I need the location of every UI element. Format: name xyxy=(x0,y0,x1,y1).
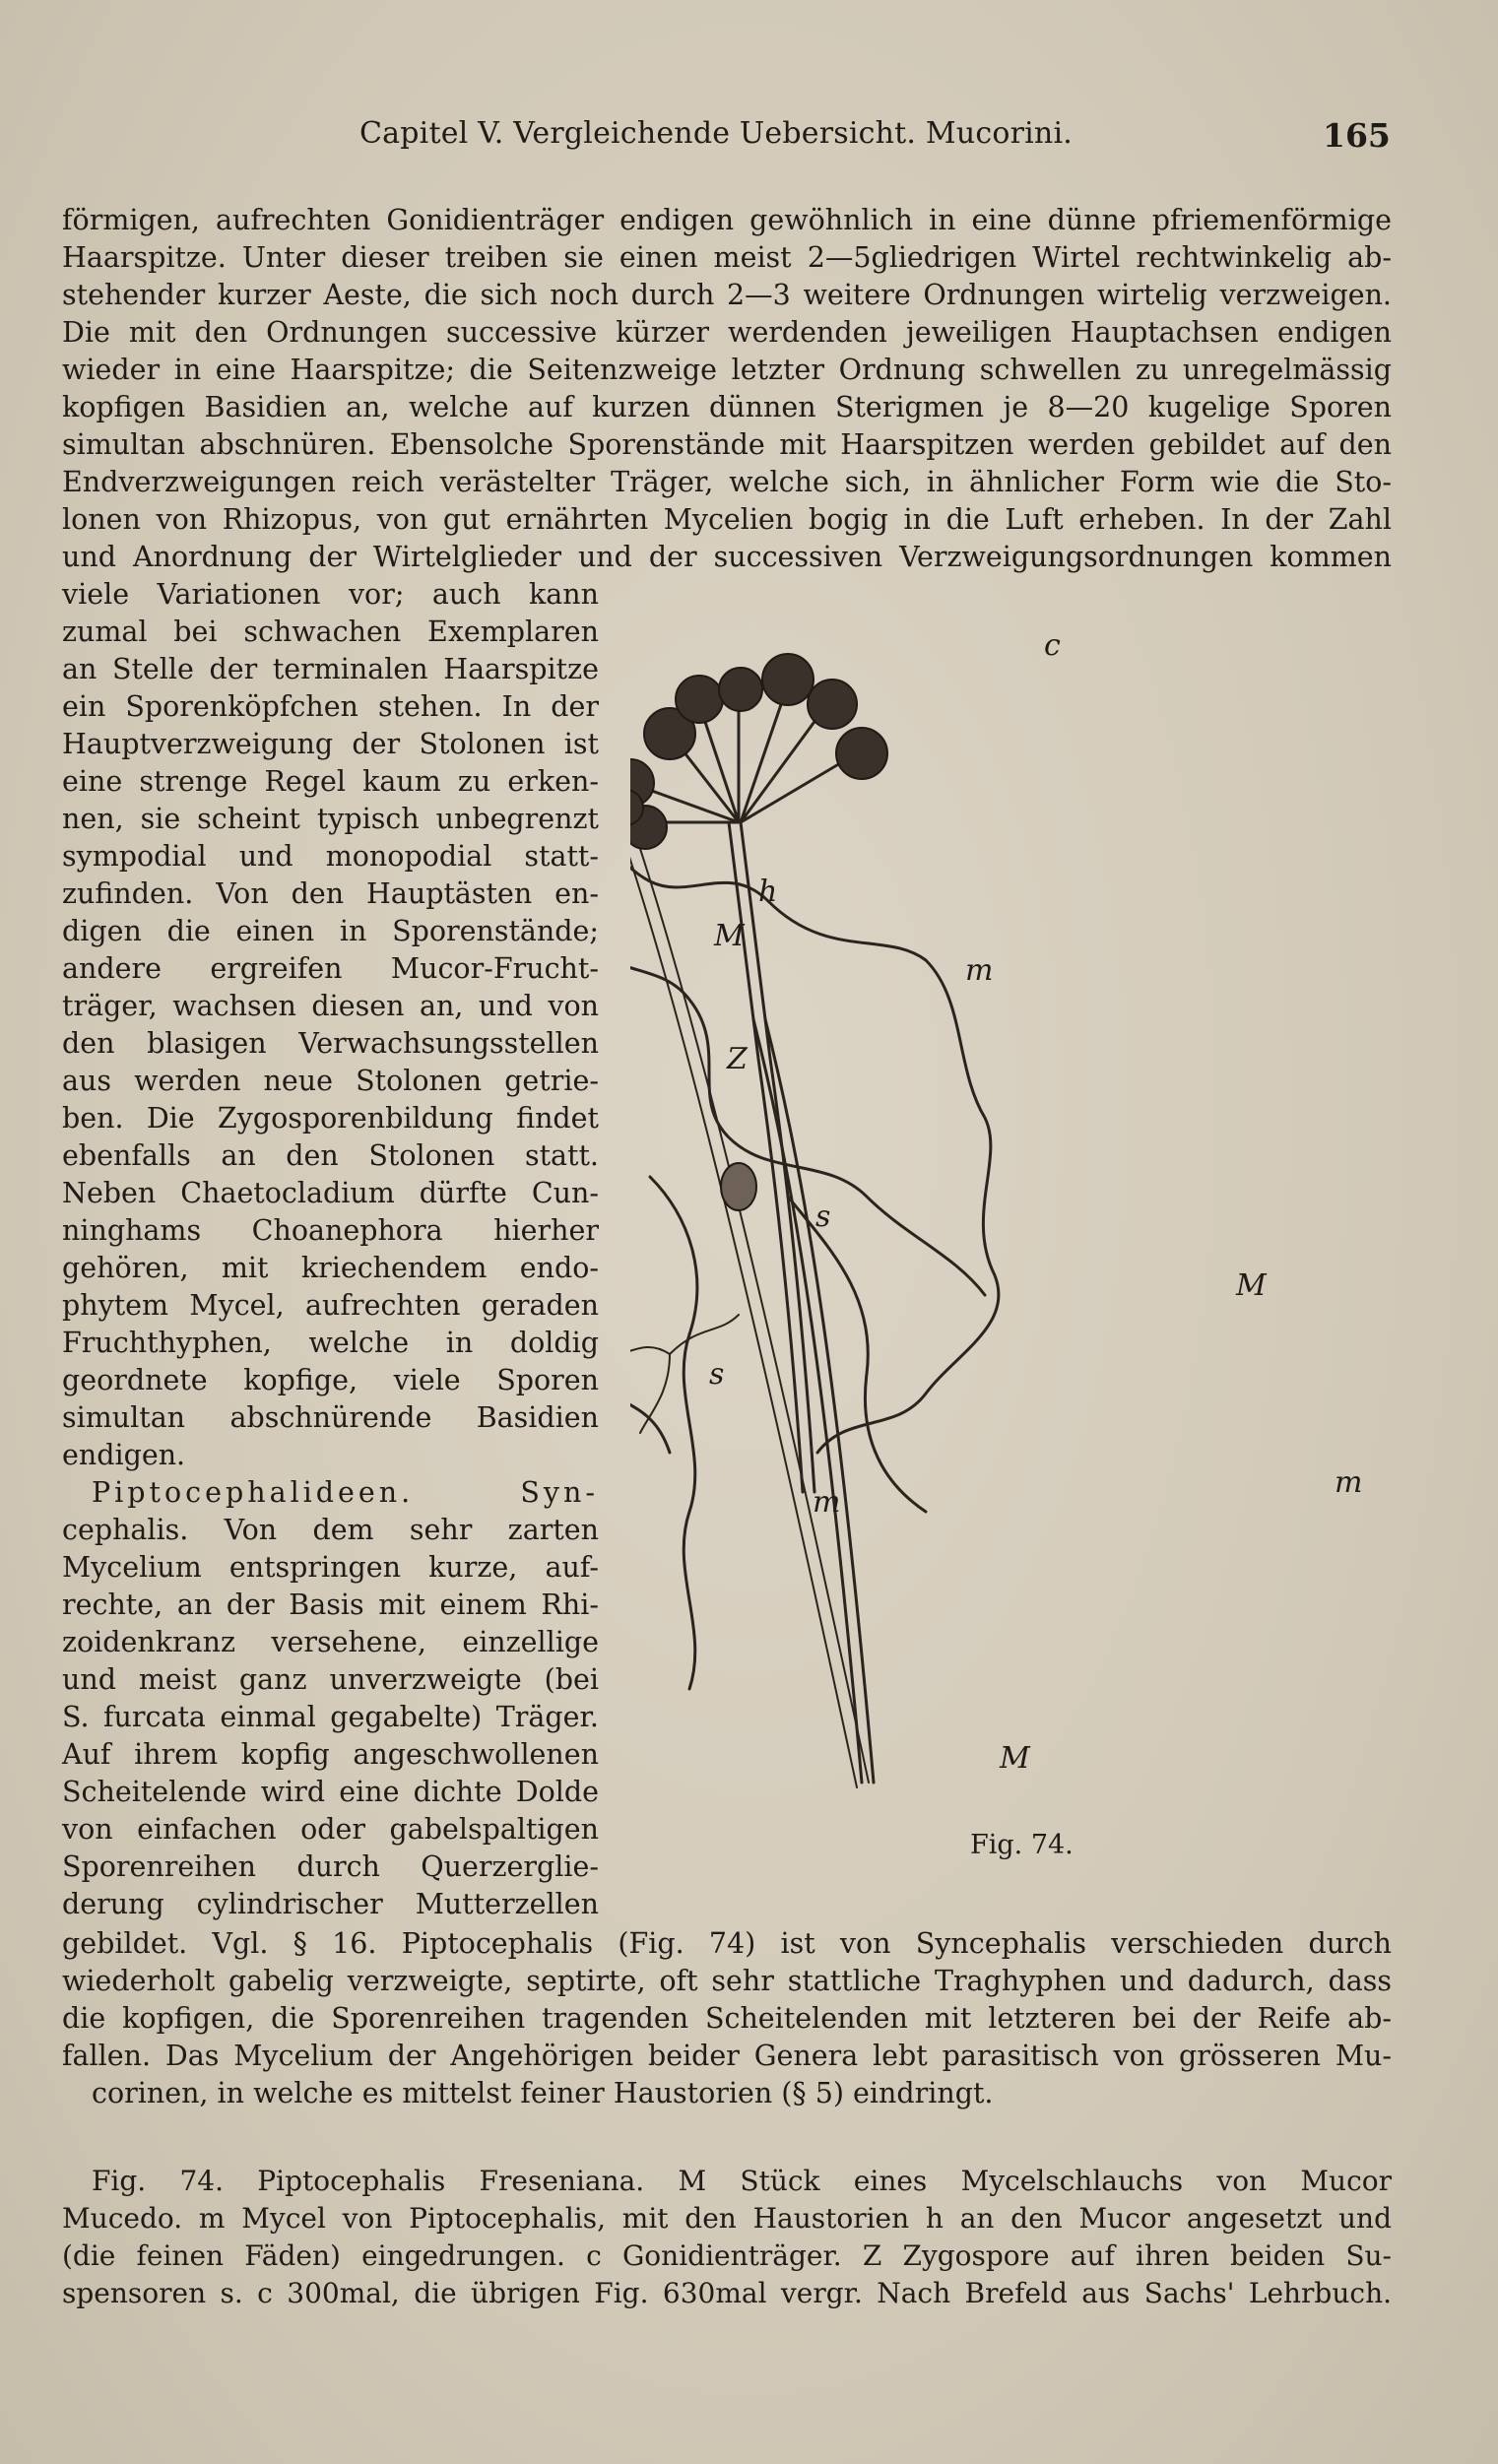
text-line: nen, sie scheint typisch unbegrenzt xyxy=(62,803,599,835)
figure-letter-m-right: m xyxy=(1335,1465,1363,1500)
page-number: 165 xyxy=(1323,116,1391,155)
text-line: gehören, mit kriechendem endo- xyxy=(62,1252,599,1284)
figure-letter-c: c xyxy=(1044,628,1061,663)
figure-letter-h: h xyxy=(758,875,778,909)
figure-letter-s: s xyxy=(815,1200,831,1234)
text-line: sympodial und monopodial statt- xyxy=(62,840,599,873)
text-line: corinen, in welche es mittelst feiner Haustorien (§ 5) eindringt. xyxy=(92,2077,994,2109)
text-line: digen die einen in Sporenstände; xyxy=(62,915,599,947)
text-line: endigen. xyxy=(62,1439,186,1471)
figure-letter-m-left: m xyxy=(813,1485,841,1520)
caption-line: (die feinen Fäden) eingedrungen. c Gonidienträger. Z Zygospore auf ihren beiden Su- xyxy=(62,2239,1392,2272)
text-line: und meist ganz unverzweigte (bei xyxy=(62,1663,599,1696)
figure-74-illustration xyxy=(630,606,1399,1817)
text-line: von einfachen oder gabelspaltigen xyxy=(62,1813,599,1846)
text-line: rechte, an der Basis mit einem Rhi- xyxy=(62,1589,599,1621)
text-line: zumal bei schwachen Exemplaren xyxy=(62,616,599,648)
text-line: Mycelium entspringen kurze, auf- xyxy=(62,1551,599,1584)
text-line: zufinden. Von den Hauptästen en- xyxy=(62,877,599,910)
caption-line: Mucedo. m Mycel von Piptocephalis, mit den Haustorien h an den Mucor angesetzt und xyxy=(62,2202,1392,2235)
figure-letter-s-lower: s xyxy=(709,1357,725,1392)
text-line: Auf ihrem kopfig angeschwollenen xyxy=(62,1738,599,1771)
text-line: S. furcata einmal gegabelte) Träger. xyxy=(62,1701,599,1733)
text-line: gebildet. Vgl. § 16. Piptocephalis (Fig. 74) ist von Syncephalis verschieden durch xyxy=(62,1927,1392,1960)
running-head: Capitel V. Vergleichende Uebersicht. Mucorini. xyxy=(359,116,1073,151)
text-line: Endverzweigungen reich verästelter Träger, welche sich, in ähnlicher Form wie die Sto- xyxy=(62,466,1392,498)
figure-letter-M-bottom: M xyxy=(1000,1741,1030,1776)
text-line: Hauptverzweigung der Stolonen ist xyxy=(62,728,599,760)
text-line: an Stelle der terminalen Haarspitze xyxy=(62,653,599,685)
text-line: Neben Chaetocladium dürfte Cun- xyxy=(62,1177,599,1209)
text-line: wieder in eine Haarspitze; die Seitenzweige letzter Ordnung schwellen zu unregelmässig xyxy=(62,354,1392,386)
text-line: Haarspitze. Unter dieser treiben sie einen meist 2—5gliedrigen Wirtel rechtwinkelig ab- xyxy=(62,241,1392,274)
figure-label: Fig. 74. xyxy=(970,1830,1074,1860)
text-line: viele Variationen vor; auch kann xyxy=(62,578,599,611)
text-line: lonen von Rhizopus, von gut ernährten Mycelien bogig in die Luft erheben. In der Zahl xyxy=(62,503,1392,536)
text-line: Scheitelende wird eine dichte Dolde xyxy=(62,1776,599,1808)
text-line: simultan abschnüren. Ebensolche Sporenstände mit Haarspitzen werden gebildet auf den xyxy=(62,428,1392,461)
figure-letter-Z: Z xyxy=(727,1042,748,1076)
text-line: förmigen, aufrechten Gonidienträger endigen gewöhnlich in eine dünne pfriemenförmige xyxy=(62,204,1392,236)
text-line: wiederholt gabelig verzweigte, septirte, oft sehr stattliche Traghyphen und dadurch, dass xyxy=(62,1965,1392,1997)
text-line: fallen. Das Mycelium der Angehörigen beider Genera lebt parasitisch von grösseren Mu- xyxy=(62,2040,1392,2072)
caption-line: Fig. 74. Piptocephalis Freseniana. M Stück eines Mycelschlauchs von Mucor xyxy=(92,2165,1392,2197)
text-line: den blasigen Verwachsungsstellen xyxy=(62,1027,599,1060)
text-line: die kopfigen, die Sporenreihen tragenden Scheitelenden mit letzteren bei der Reife ab- xyxy=(62,2002,1392,2035)
text-line: geordnete kopfige, viele Sporen xyxy=(62,1364,599,1396)
caption-line: spensoren s. c 300mal, die übrigen Fig. 630mal vergr. Nach Brefeld aus Sachs' Lehrbuch. xyxy=(62,2277,1392,2309)
text-line: phytem Mycel, aufrechten geraden xyxy=(62,1289,599,1322)
page-header xyxy=(0,116,1498,165)
text-line: Piptocephalideen. Syn- xyxy=(92,1476,599,1509)
text-line: derung cylindrischer Mutterzellen xyxy=(62,1888,599,1920)
figure-letter-M-right: M xyxy=(1236,1268,1267,1303)
text-line: und Anordnung der Wirtelglieder und der successiven Verzweigungsordnungen kommen xyxy=(62,541,1392,573)
text-line: eine strenge Regel kaum zu erken- xyxy=(62,765,599,798)
text-line: kopfigen Basidien an, welche auf kurzen dünnen Sterigmen je 8—20 kugelige Sporen xyxy=(62,391,1392,423)
text-line: aus werden neue Stolonen getrie- xyxy=(62,1065,599,1097)
text-line: Fruchthyphen, welche in doldig xyxy=(62,1327,599,1359)
figure-letter-m: m xyxy=(965,953,994,988)
text-line: zoidenkranz versehene, einzellige xyxy=(62,1626,599,1658)
text-line: andere ergreifen Mucor-Frucht- xyxy=(62,952,599,985)
text-line: Sporenreihen durch Querzerglie- xyxy=(62,1850,599,1883)
text-line: ninghams Choanephora hierher xyxy=(62,1214,599,1247)
text-line: simultan abschnürende Basidien xyxy=(62,1401,599,1434)
text-line: träger, wachsen diesen an, und von xyxy=(62,990,599,1022)
text-line: ebenfalls an den Stolonen statt. xyxy=(62,1139,599,1172)
text-line: cephalis. Von dem sehr zarten xyxy=(62,1514,599,1546)
text-line: ein Sporenköpfchen stehen. In der xyxy=(62,690,599,723)
figure-letter-M: M xyxy=(714,919,745,953)
text-line: ben. Die Zygosporenbildung findet xyxy=(62,1102,599,1135)
text-line: Die mit den Ordnungen successive kürzer werdenden jeweiligen Hauptachsen endigen xyxy=(62,316,1392,349)
text-line: stehender kurzer Aeste, die sich noch durch 2—3 weitere Ordnungen wirtelig verzweigen. xyxy=(62,279,1392,311)
